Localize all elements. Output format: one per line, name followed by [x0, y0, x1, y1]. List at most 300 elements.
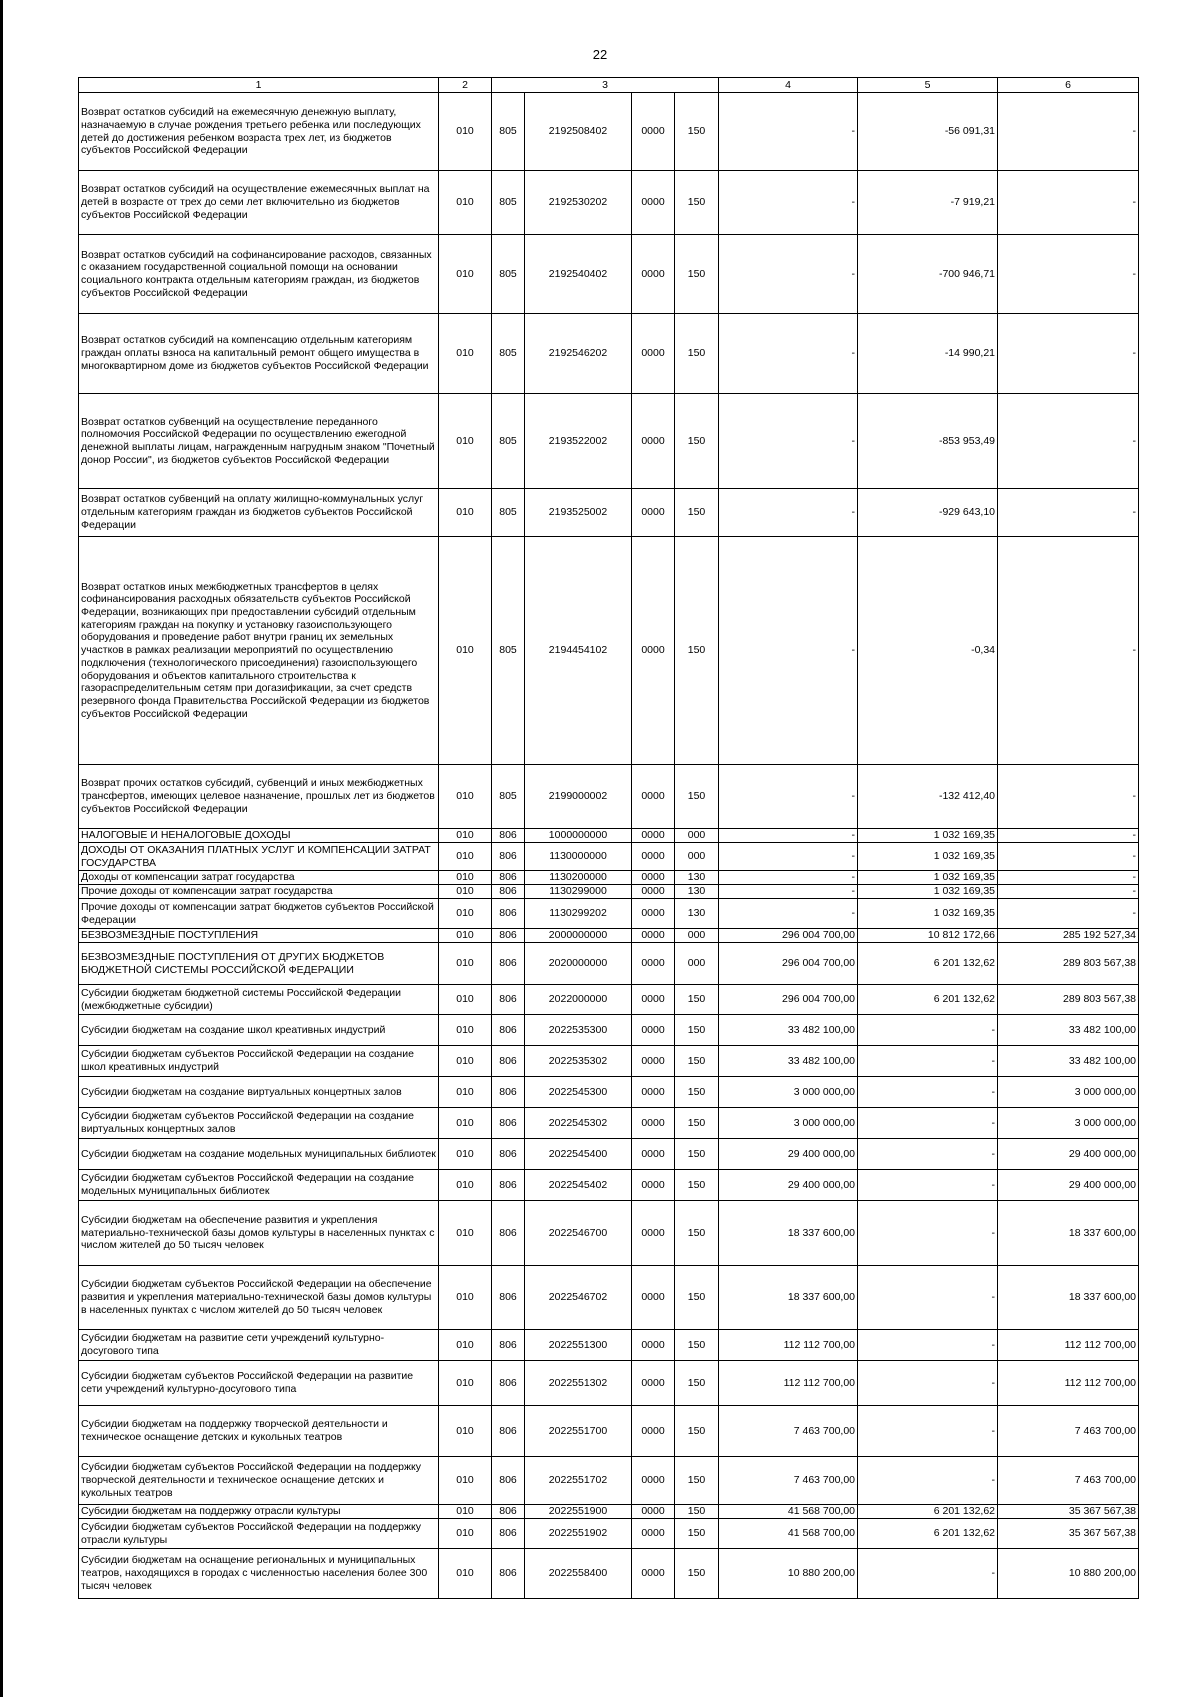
header-col-5: 5 [858, 78, 998, 93]
code-part-2: 2192508402 [525, 93, 632, 171]
header-row [79, 78, 1139, 93]
code-part-2: 1000000000 [525, 829, 632, 843]
code-part-3: 0000 [632, 489, 675, 537]
code-part-4: 150 [675, 235, 719, 314]
value-unexecuted: 33 482 100,00 [998, 1015, 1139, 1046]
table-row [79, 1046, 1139, 1077]
row-description: Субсидии бюджетам субъектов Российской Федерации на развитие сети учреждений культурно-досугового типа [79, 1361, 439, 1406]
value-approved: - [719, 885, 858, 899]
code-part-3: 0000 [632, 899, 675, 929]
code-part-2: 2193522002 [525, 394, 632, 489]
value-unexecuted: - [998, 871, 1139, 885]
value-unexecuted: 35 367 567,38 [998, 1519, 1139, 1549]
value-unexecuted: - [998, 93, 1139, 171]
code-part-1: 806 [492, 1015, 525, 1046]
value-approved: 296 004 700,00 [719, 943, 858, 985]
row-description: Возврат остатков иных межбюджетных трансфертов в целях софинансирования расходных обязательств субъектов Российской Федерации, возникающих при предоставлении субсидий отдельным категориям граждан на покупку и установку газоиспользующего оборудования и проведение работ внутри границ их земельных участков в рамках реализации мероприятий по осуществлению подключения (технологического присоединения) газоиспользующего оборудования и объектов капитального строительства к газораспределительным сетям при догазификации, за счет средств резервного фонда Правительства Российской Федерации из бюджетов субъектов Российской Федерации [79, 537, 439, 765]
value-unexecuted: 35 367 567,38 [998, 1505, 1139, 1519]
code-part-2: 2192530202 [525, 171, 632, 235]
code-part-2: 2022558400 [525, 1549, 632, 1599]
value-executed: -56 091,31 [858, 93, 998, 171]
value-executed: 6 201 132,62 [858, 985, 998, 1015]
code-part-2: 2022546702 [525, 1266, 632, 1330]
value-approved: - [719, 93, 858, 171]
row-description: Субсидии бюджетам на обеспечение развития и укрепления материально-технической базы домов культуры в населенных пунктах с числом жителей до 50 тысяч человек [79, 1201, 439, 1266]
row-description: Субсидии бюджетам бюджетной системы Российской Федерации (межбюджетные субсидии) [79, 985, 439, 1015]
code-part-1: 805 [492, 765, 525, 829]
value-unexecuted: 289 803 567,38 [998, 943, 1139, 985]
code-part-2: 2022545302 [525, 1108, 632, 1139]
value-executed: 6 201 132,62 [858, 1505, 998, 1519]
header-col-4: 4 [719, 78, 858, 93]
code-part-3: 0000 [632, 885, 675, 899]
code-part-1: 806 [492, 1046, 525, 1077]
value-unexecuted: - [998, 489, 1139, 537]
value-approved: 33 482 100,00 [719, 1015, 858, 1046]
value-executed: 10 812 172,66 [858, 929, 998, 943]
value-approved: 18 337 600,00 [719, 1266, 858, 1330]
value-approved: - [719, 899, 858, 929]
code-part-3: 0000 [632, 1139, 675, 1170]
row-description: Возврат остатков субвенций на оплату жилищно-коммунальных услуг отдельным категориям граждан из бюджетов субъектов Российской Федерации [79, 489, 439, 537]
code-part-2: 2000000000 [525, 929, 632, 943]
row-description: Возврат остатков субсидий на осуществление ежемесячных выплат на детей в возрасте от трех до семи лет включительно из бюджетов субъектов Российской Федерации [79, 171, 439, 235]
code-part-1: 806 [492, 1457, 525, 1505]
header-col-6: 6 [998, 78, 1139, 93]
value-unexecuted: - [998, 899, 1139, 929]
code-part-1: 806 [492, 1549, 525, 1599]
value-executed: - [858, 1077, 998, 1108]
row-description: Субсидии бюджетам на оснащение региональных и муниципальных театров, находящихся в городах с численностью населения более 300 тысяч человек [79, 1549, 439, 1599]
code-part-1: 806 [492, 1361, 525, 1406]
code-part-2: 2022551900 [525, 1505, 632, 1519]
page-number: 22 [592, 47, 608, 62]
code-part-3: 0000 [632, 1077, 675, 1108]
code-part-4: 150 [675, 1077, 719, 1108]
code-part-3: 0000 [632, 394, 675, 489]
admin-code: 010 [439, 1015, 492, 1046]
code-part-3: 0000 [632, 871, 675, 885]
table-row [79, 171, 1139, 235]
admin-code: 010 [439, 829, 492, 843]
code-part-2: 2199000002 [525, 765, 632, 829]
code-part-1: 805 [492, 171, 525, 235]
value-approved: - [719, 765, 858, 829]
admin-code: 010 [439, 1457, 492, 1505]
code-part-3: 0000 [632, 929, 675, 943]
row-description: БЕЗВОЗМЕЗДНЫЕ ПОСТУПЛЕНИЯ [79, 929, 439, 943]
admin-code: 010 [439, 871, 492, 885]
value-executed: - [858, 1046, 998, 1077]
value-approved: 3 000 000,00 [719, 1108, 858, 1139]
code-part-4: 150 [675, 1015, 719, 1046]
row-description: Субсидии бюджетам на создание модельных муниципальных библиотек [79, 1139, 439, 1170]
code-part-4: 150 [675, 171, 719, 235]
value-unexecuted: 7 463 700,00 [998, 1457, 1139, 1505]
admin-code: 010 [439, 985, 492, 1015]
admin-code: 010 [439, 1406, 492, 1457]
table-row [79, 1170, 1139, 1201]
row-description: Возврат прочих остатков субсидий, субвенций и иных межбюджетных трансфертов, имеющих целевое назначение, прошлых лет из бюджетов субъектов Российской Федерации [79, 765, 439, 829]
admin-code: 010 [439, 314, 492, 394]
value-unexecuted: - [998, 314, 1139, 394]
admin-code: 010 [439, 1201, 492, 1266]
code-part-4: 150 [675, 537, 719, 765]
row-description: БЕЗВОЗМЕЗДНЫЕ ПОСТУПЛЕНИЯ ОТ ДРУГИХ БЮДЖЕТОВ БЮДЖЕТНОЙ СИСТЕМЫ РОССИЙСКОЙ ФЕДЕРАЦИИ [79, 943, 439, 985]
code-part-2: 2022551700 [525, 1406, 632, 1457]
admin-code: 010 [439, 899, 492, 929]
value-unexecuted: 33 482 100,00 [998, 1046, 1139, 1077]
value-executed: -0,34 [858, 537, 998, 765]
value-approved: 112 112 700,00 [719, 1330, 858, 1361]
admin-code: 010 [439, 235, 492, 314]
admin-code: 010 [439, 171, 492, 235]
value-unexecuted: - [998, 394, 1139, 489]
code-part-1: 806 [492, 1266, 525, 1330]
value-approved: - [719, 537, 858, 765]
row-description: Субсидии бюджетам на развитие сети учреждений культурно-досугового типа [79, 1330, 439, 1361]
scan-edge [0, 0, 3, 1697]
code-part-2: 2192540402 [525, 235, 632, 314]
value-executed: - [858, 1330, 998, 1361]
code-part-2: 2022551302 [525, 1361, 632, 1406]
admin-code: 010 [439, 843, 492, 871]
code-part-4: 150 [675, 1046, 719, 1077]
row-description: Субсидии бюджетам субъектов Российской Федерации на поддержку творческой деятельности и техническое оснащение детских и кукольных театров [79, 1457, 439, 1505]
value-approved: 29 400 000,00 [719, 1170, 858, 1201]
value-executed: - [858, 1201, 998, 1266]
code-part-4: 000 [675, 829, 719, 843]
row-description: Субсидии бюджетам субъектов Российской Федерации на создание модельных муниципальных библиотек [79, 1170, 439, 1201]
code-part-1: 806 [492, 943, 525, 985]
value-executed: - [858, 1170, 998, 1201]
value-unexecuted: - [998, 235, 1139, 314]
value-executed: -7 919,21 [858, 171, 998, 235]
code-part-1: 806 [492, 843, 525, 871]
value-unexecuted: 3 000 000,00 [998, 1077, 1139, 1108]
value-approved: - [719, 829, 858, 843]
row-description: Возврат остатков субвенций на осуществление переданного полномочия Российской Федерации по осуществлению ежегодной денежной выплаты лицам, награжденным нагрудным знаком "Почетный донор России", из бюджетов субъектов Российской Федерации [79, 394, 439, 489]
code-part-1: 806 [492, 829, 525, 843]
code-part-3: 0000 [632, 1170, 675, 1201]
code-part-2: 2022551300 [525, 1330, 632, 1361]
row-description: Прочие доходы от компенсации затрат государства [79, 885, 439, 899]
code-part-4: 150 [675, 1108, 719, 1139]
code-part-4: 150 [675, 1457, 719, 1505]
table-row [79, 1015, 1139, 1046]
row-description: Субсидии бюджетам субъектов Российской Федерации на обеспечение развития и укрепления материально-технической базы домов культуры в населенных пунктах с числом жителей до 50 тысяч человек [79, 1266, 439, 1330]
code-part-4: 150 [675, 1361, 719, 1406]
value-unexecuted: - [998, 171, 1139, 235]
value-unexecuted: - [998, 843, 1139, 871]
admin-code: 010 [439, 885, 492, 899]
code-part-4: 150 [675, 1519, 719, 1549]
budget-table [78, 77, 1139, 1599]
table-row [79, 1549, 1139, 1599]
row-description: Субсидии бюджетам субъектов Российской Федерации на создание виртуальных концертных залов [79, 1108, 439, 1139]
value-unexecuted: 285 192 527,34 [998, 929, 1139, 943]
row-description: ДОХОДЫ ОТ ОКАЗАНИЯ ПЛАТНЫХ УСЛУГ И КОМПЕНСАЦИИ ЗАТРАТ ГОСУДАРСТВА [79, 843, 439, 871]
code-part-3: 0000 [632, 1266, 675, 1330]
value-unexecuted: 10 880 200,00 [998, 1549, 1139, 1599]
row-description: Возврат остатков субсидий на софинансирование расходов, связанных с оказанием государственной социальной помощи на основании социального контракта отдельным категориям граждан, из бюджетов субъектов Российской Федерации [79, 235, 439, 314]
table-row [79, 93, 1139, 171]
value-unexecuted: - [998, 885, 1139, 899]
value-unexecuted: 7 463 700,00 [998, 1406, 1139, 1457]
code-part-1: 806 [492, 1077, 525, 1108]
value-approved: - [719, 235, 858, 314]
value-unexecuted: - [998, 829, 1139, 843]
code-part-1: 806 [492, 929, 525, 943]
code-part-4: 150 [675, 1330, 719, 1361]
value-approved: 112 112 700,00 [719, 1361, 858, 1406]
header-col-1: 1 [79, 78, 439, 93]
value-executed: - [858, 1361, 998, 1406]
code-part-4: 130 [675, 899, 719, 929]
value-executed: - [858, 1406, 998, 1457]
code-part-3: 0000 [632, 1549, 675, 1599]
code-part-4: 150 [675, 1505, 719, 1519]
value-unexecuted: 112 112 700,00 [998, 1330, 1139, 1361]
row-description: Субсидии бюджетам на создание школ креативных индустрий [79, 1015, 439, 1046]
code-part-3: 0000 [632, 829, 675, 843]
code-part-3: 0000 [632, 843, 675, 871]
value-executed: 6 201 132,62 [858, 1519, 998, 1549]
table-row [79, 985, 1139, 1015]
code-part-3: 0000 [632, 537, 675, 765]
code-part-4: 000 [675, 929, 719, 943]
value-unexecuted: 3 000 000,00 [998, 1108, 1139, 1139]
code-part-2: 2022535300 [525, 1015, 632, 1046]
row-description: НАЛОГОВЫЕ И НЕНАЛОГОВЫЕ ДОХОДЫ [79, 829, 439, 843]
row-description: Доходы от компенсации затрат государства [79, 871, 439, 885]
admin-code: 010 [439, 765, 492, 829]
admin-code: 010 [439, 943, 492, 985]
value-approved: 41 568 700,00 [719, 1505, 858, 1519]
admin-code: 010 [439, 93, 492, 171]
value-approved: 41 568 700,00 [719, 1519, 858, 1549]
admin-code: 010 [439, 1139, 492, 1170]
code-part-4: 130 [675, 871, 719, 885]
code-part-1: 806 [492, 1519, 525, 1549]
row-description: Субсидии бюджетам на создание виртуальных концертных залов [79, 1077, 439, 1108]
code-part-1: 806 [492, 1406, 525, 1457]
admin-code: 010 [439, 1266, 492, 1330]
code-part-1: 806 [492, 1201, 525, 1266]
value-executed: 1 032 169,35 [858, 885, 998, 899]
code-part-1: 805 [492, 314, 525, 394]
value-unexecuted: 29 400 000,00 [998, 1139, 1139, 1170]
code-part-1: 805 [492, 489, 525, 537]
code-part-3: 0000 [632, 943, 675, 985]
table-row [79, 1406, 1139, 1457]
value-unexecuted: 29 400 000,00 [998, 1170, 1139, 1201]
code-part-1: 806 [492, 1505, 525, 1519]
value-executed: - [858, 1139, 998, 1170]
code-part-1: 806 [492, 1170, 525, 1201]
code-part-3: 0000 [632, 1330, 675, 1361]
value-executed: -929 643,10 [858, 489, 998, 537]
admin-code: 010 [439, 537, 492, 765]
value-executed: 1 032 169,35 [858, 843, 998, 871]
header-col-3: 3 [492, 78, 719, 93]
row-description: Субсидии бюджетам на поддержку творческой деятельности и техническое оснащение детских и кукольных театров [79, 1406, 439, 1457]
value-executed: -853 953,49 [858, 394, 998, 489]
code-part-3: 0000 [632, 1457, 675, 1505]
table-row [79, 314, 1139, 394]
code-part-2: 2022545402 [525, 1170, 632, 1201]
code-part-2: 2022535302 [525, 1046, 632, 1077]
table-row [79, 489, 1139, 537]
value-approved: 29 400 000,00 [719, 1139, 858, 1170]
code-part-4: 150 [675, 1201, 719, 1266]
admin-code: 010 [439, 1046, 492, 1077]
admin-code: 010 [439, 1549, 492, 1599]
code-part-4: 150 [675, 489, 719, 537]
table-row [79, 1139, 1139, 1170]
value-approved: - [719, 871, 858, 885]
code-part-2: 2022000000 [525, 985, 632, 1015]
code-part-3: 0000 [632, 1406, 675, 1457]
code-part-3: 0000 [632, 1108, 675, 1139]
value-approved: - [719, 314, 858, 394]
code-part-1: 805 [492, 93, 525, 171]
code-part-1: 806 [492, 1139, 525, 1170]
code-part-4: 150 [675, 314, 719, 394]
admin-code: 010 [439, 1519, 492, 1549]
table-row [79, 943, 1139, 985]
table-row [79, 885, 1139, 899]
code-part-4: 150 [675, 765, 719, 829]
table-row [79, 929, 1139, 943]
header-col-2: 2 [439, 78, 492, 93]
code-part-2: 1130000000 [525, 843, 632, 871]
value-executed: 1 032 169,35 [858, 899, 998, 929]
code-part-4: 150 [675, 1266, 719, 1330]
code-part-1: 806 [492, 1108, 525, 1139]
code-part-1: 806 [492, 899, 525, 929]
code-part-2: 2192546202 [525, 314, 632, 394]
value-executed: - [858, 1549, 998, 1599]
code-part-2: 2194454102 [525, 537, 632, 765]
value-unexecuted: 18 337 600,00 [998, 1201, 1139, 1266]
code-part-2: 2020000000 [525, 943, 632, 985]
value-approved: 7 463 700,00 [719, 1406, 858, 1457]
value-executed: - [858, 1457, 998, 1505]
table-row [79, 1201, 1139, 1266]
row-description: Прочие доходы от компенсации затрат бюджетов субъектов Российской Федерации [79, 899, 439, 929]
code-part-4: 150 [675, 1549, 719, 1599]
code-part-2: 2022551902 [525, 1519, 632, 1549]
table-row [79, 1505, 1139, 1519]
table-row [79, 1457, 1139, 1505]
table-row [79, 765, 1139, 829]
code-part-1: 806 [492, 1330, 525, 1361]
table-row [79, 829, 1139, 843]
table-row [79, 1077, 1139, 1108]
code-part-4: 150 [675, 985, 719, 1015]
code-part-4: 150 [675, 394, 719, 489]
admin-code: 010 [439, 1108, 492, 1139]
table-row [79, 899, 1139, 929]
value-approved: 296 004 700,00 [719, 985, 858, 1015]
code-part-2: 2193525002 [525, 489, 632, 537]
value-executed: 6 201 132,62 [858, 943, 998, 985]
row-description: Возврат остатков субсидий на ежемесячную денежную выплату, назначаемую в случае рождения третьего ребенка или последующих детей до достижения ребенком возраста трех лет, из бюджетов субъектов Российской Федерации [79, 93, 439, 171]
code-part-4: 150 [675, 1139, 719, 1170]
value-executed: -14 990,21 [858, 314, 998, 394]
value-approved: 7 463 700,00 [719, 1457, 858, 1505]
table-row [79, 843, 1139, 871]
table-row [79, 394, 1139, 489]
code-part-3: 0000 [632, 1015, 675, 1046]
admin-code: 010 [439, 1077, 492, 1108]
code-part-4: 000 [675, 943, 719, 985]
row-description: Субсидии бюджетам субъектов Российской Федерации на создание школ креативных индустрий [79, 1046, 439, 1077]
value-approved: 296 004 700,00 [719, 929, 858, 943]
code-part-1: 805 [492, 394, 525, 489]
code-part-2: 1130299202 [525, 899, 632, 929]
admin-code: 010 [439, 1170, 492, 1201]
code-part-1: 805 [492, 235, 525, 314]
value-executed: - [858, 1015, 998, 1046]
code-part-3: 0000 [632, 1505, 675, 1519]
table-row [79, 871, 1139, 885]
table-row [79, 1266, 1139, 1330]
admin-code: 010 [439, 1330, 492, 1361]
value-approved: 18 337 600,00 [719, 1201, 858, 1266]
table-row [79, 537, 1139, 765]
code-part-1: 806 [492, 871, 525, 885]
value-approved: - [719, 489, 858, 537]
row-description: Возврат остатков субсидий на компенсацию отдельным категориям граждан оплаты взноса на капитальный ремонт общего имущества в многоквартирном доме из бюджетов субъектов Российской Федерации [79, 314, 439, 394]
value-approved: 33 482 100,00 [719, 1046, 858, 1077]
code-part-1: 806 [492, 885, 525, 899]
value-unexecuted: - [998, 537, 1139, 765]
row-description: Субсидии бюджетам на поддержку отрасли культуры [79, 1505, 439, 1519]
code-part-3: 0000 [632, 1361, 675, 1406]
code-part-3: 0000 [632, 171, 675, 235]
code-part-3: 0000 [632, 235, 675, 314]
code-part-2: 1130200000 [525, 871, 632, 885]
code-part-1: 806 [492, 985, 525, 1015]
code-part-3: 0000 [632, 93, 675, 171]
code-part-3: 0000 [632, 1201, 675, 1266]
value-executed: - [858, 1266, 998, 1330]
code-part-3: 0000 [632, 1046, 675, 1077]
code-part-3: 0000 [632, 765, 675, 829]
code-part-3: 0000 [632, 314, 675, 394]
row-description: Субсидии бюджетам субъектов Российской Федерации на поддержку отрасли культуры [79, 1519, 439, 1549]
value-executed: -700 946,71 [858, 235, 998, 314]
table-row [79, 1519, 1139, 1549]
admin-code: 010 [439, 394, 492, 489]
code-part-3: 0000 [632, 985, 675, 1015]
value-approved: - [719, 171, 858, 235]
table-body [79, 93, 1139, 1599]
code-part-2: 2022546700 [525, 1201, 632, 1266]
value-approved: 10 880 200,00 [719, 1549, 858, 1599]
admin-code: 010 [439, 929, 492, 943]
admin-code: 010 [439, 489, 492, 537]
admin-code: 010 [439, 1505, 492, 1519]
code-part-4: 150 [675, 1170, 719, 1201]
value-unexecuted: 289 803 567,38 [998, 985, 1139, 1015]
value-approved: 3 000 000,00 [719, 1077, 858, 1108]
code-part-4: 150 [675, 1406, 719, 1457]
value-unexecuted: 112 112 700,00 [998, 1361, 1139, 1406]
table-row [79, 1108, 1139, 1139]
